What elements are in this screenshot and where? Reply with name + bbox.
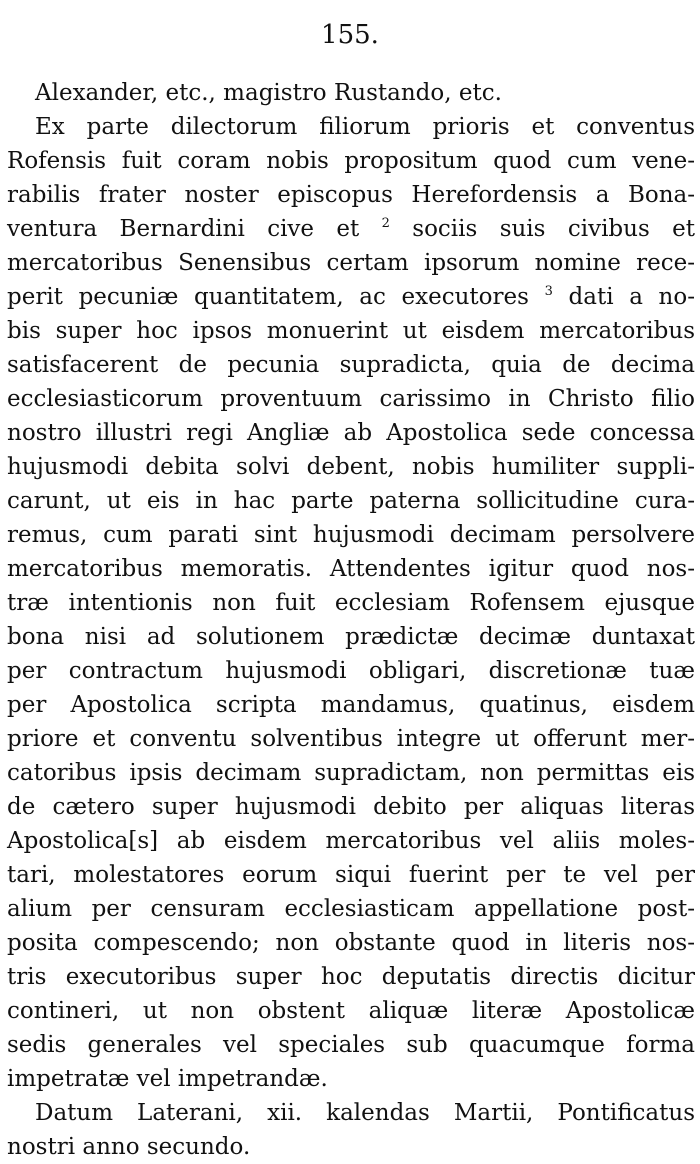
text-line: per Apostolica scripta mandamus, quatinus, eisdem <box>7 692 695 718</box>
footnote-marker: 3 <box>544 284 553 299</box>
text-line: posita compescendo; non obstante quod in literis nos- <box>7 930 695 956</box>
text-line: bis super hoc ipsos monuerint ut eisdem mercatoribus <box>7 318 695 344</box>
text-line: Ex parte dilectorum filiorum prioris et conventus <box>35 114 695 140</box>
text-line: hujusmodi debita solvi debent, nobis humiliter suppli- <box>7 454 695 480</box>
text-line: tris executoribus super hoc deputatis directis dicitur <box>7 964 695 990</box>
text-body <box>7 76 695 1164</box>
text-line: ventura Bernardini cive et $^2$ sociis suis civibus et <box>7 216 695 242</box>
text-line: perit pecuniæ quantitatem, ac executores $^3$ dati a no- <box>7 284 695 310</box>
text-line: per contractum hujusmodi obligari, discretionæ tuæ <box>7 658 695 684</box>
text-line: satisfacerent de pecunia supradicta, quia de decima <box>7 352 695 378</box>
text-line: Alexander, etc., magistro Rustando, etc. <box>35 80 502 106</box>
text-line: træ intentionis non fuit ecclesiam Rofensem ejusque <box>7 590 695 616</box>
text-line: bona nisi ad solutionem prædictæ decimæ duntaxat <box>7 624 695 650</box>
page-number: 155. <box>321 20 379 50</box>
text-line: contineri, ut non obstent aliquæ literæ Apostolicæ <box>7 998 695 1024</box>
text-line: sedis generales vel speciales sub quacumque forma <box>7 1032 695 1058</box>
text-line: mercatoribus Senensibus certam ipsorum nomine rece- <box>7 250 695 276</box>
text-line: alium per censuram ecclesiasticam appellatione post- <box>7 896 695 922</box>
text-line: Rofensis fuit coram nobis propositum quod cum vene- <box>7 148 695 174</box>
footnote-marker: 2 <box>381 216 390 231</box>
text-line: nostri anno secundo. <box>7 1134 251 1160</box>
text-line: de cætero super hujusmodi debito per aliquas literas <box>7 794 695 820</box>
text-line: carunt, ut eis in hac parte paterna sollicitudine cura- <box>7 488 695 514</box>
text-line: mercatoribus memoratis. Attendentes igitur quod nos- <box>7 556 695 582</box>
text-line: Apostolica[s] ab eisdem mercatoribus vel aliis moles- <box>7 828 695 854</box>
text-line: nostro illustri regi Angliæ ab Apostolica sede concessa <box>7 420 695 446</box>
text-line: priore et conventu solventibus integre ut offerunt mer- <box>7 726 695 752</box>
text-line: catoribus ipsis decimam supradictam, non permittas eis <box>7 760 695 786</box>
text-line: tari, molestatores eorum siqui fuerint per te vel per <box>7 862 695 888</box>
text-line: remus, cum parati sint hujusmodi decimam persolvere <box>7 522 695 548</box>
text-line: impetratæ vel impetrandæ. <box>7 1066 328 1092</box>
text-line: rabilis frater noster episcopus Herefordensis a Bona- <box>7 182 695 208</box>
text-line: Datum Laterani, xii. kalendas Martii, Pontificatus <box>35 1100 695 1126</box>
text-line: ecclesiasticorum proventuum carissimo in Christo filio <box>7 386 695 412</box>
